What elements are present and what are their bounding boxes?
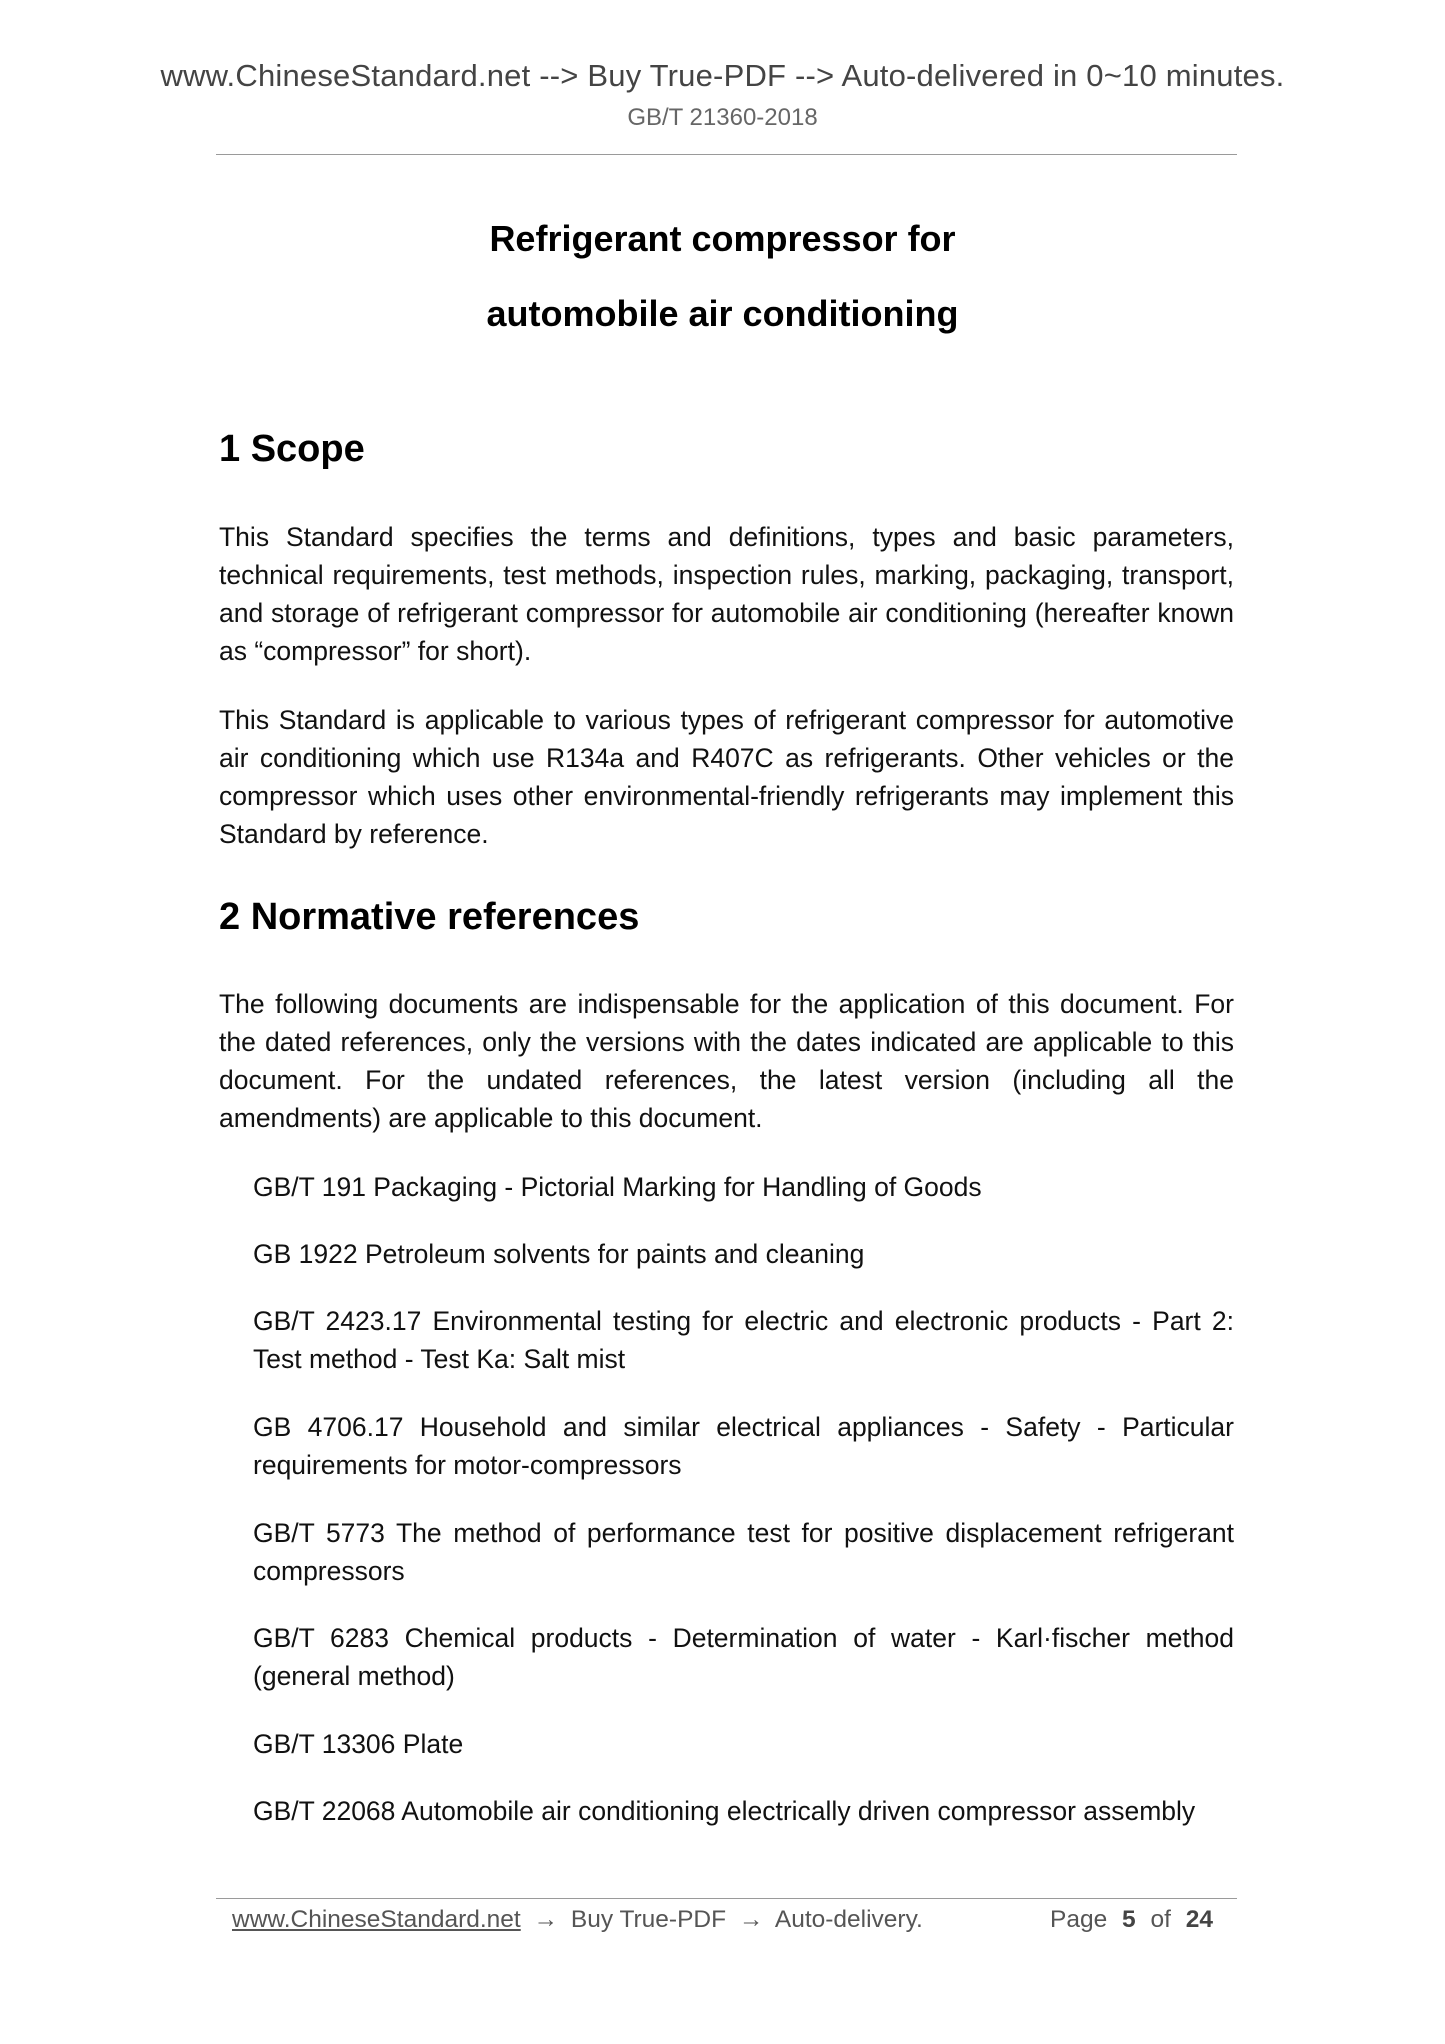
footer-site-link[interactable]: www.ChineseStandard.net [232,1906,521,1933]
page-indicator [1046,1906,1217,1934]
reference-item: GB/T 6283 Chemical products - Determination of water - Karl·fischer method (general method) [253,1623,1234,1691]
arrow-right-icon: → [533,1906,559,1933]
document-code: GB/T 21360-2018 [627,104,818,131]
document-title-line-1: Refrigerant compressor for [489,218,956,259]
of-label: of [1150,1906,1171,1933]
total-page-count: 24 [1185,1906,1213,1933]
page-label: Page [1050,1906,1108,1933]
reference-item: GB/T 22068 Automobile air conditioning electrically driven compressor assembly [253,1796,1196,1826]
document-title-line-2: automobile air conditioning [486,293,959,334]
current-page-number: 5 [1122,1906,1136,1933]
section-heading-normative-references: 2 Normative references [219,896,640,938]
scope-paragraph-1: This Standard specifies the terms and definitions, types and basic parameters, technical requirements, test methods, inspection rules, marking, packaging, transport, and storage of refrigerant compressor for automobile air conditioning (hereafter known as “compressor” for short). [219,522,1234,666]
normative-intro-paragraph: The following documents are indispensable for the application of this document. For the dated references, only the versions with the dates indicated are applicable to this document. For the undated references, the latest version (including all the amendments) are applicable to this document. [219,989,1234,1133]
reference-item: GB 4706.17 Household and similar electrical appliances - Safety - Particular requirements for motor-compressors [253,1412,1234,1480]
reference-item: GB/T 191 Packaging - Pictorial Marking for Handling of Goods [253,1172,982,1202]
reference-item: GB/T 5773 The method of performance test for positive displacement refrigerant compressors [253,1518,1234,1586]
scope-paragraph-2: This Standard is applicable to various types of refrigerant compressor for automotive air conditioning which use R134a and R407C as refrigerants. Other vehicles or the compressor which uses other environmental-friendly refrigerants may implement this Standard by reference. [219,705,1234,849]
footer-divider [216,1898,1237,1899]
section-heading-scope: 1 Scope [219,428,365,470]
footer-buy-text: Buy True-PDF [570,1906,727,1933]
footer-delivery-text: Auto-delivery. [774,1906,923,1933]
header-divider [216,154,1237,155]
reference-item: GB 1922 Petroleum solvents for paints and cleaning [253,1239,865,1269]
arrow-right-icon: → [738,1906,764,1933]
reference-item: GB/T 2423.17 Environmental testing for electric and electronic products - Part 2: Test method - Test Ka: Salt mist [253,1306,1234,1374]
reference-item: GB/T 13306 Plate [253,1729,464,1759]
page-footer [232,1906,1217,1934]
top-banner: www.ChineseStandard.net --> Buy True-PDF --> Auto-delivered in 0~10 minutes. [160,58,1285,93]
footer-promo [232,1906,923,1934]
